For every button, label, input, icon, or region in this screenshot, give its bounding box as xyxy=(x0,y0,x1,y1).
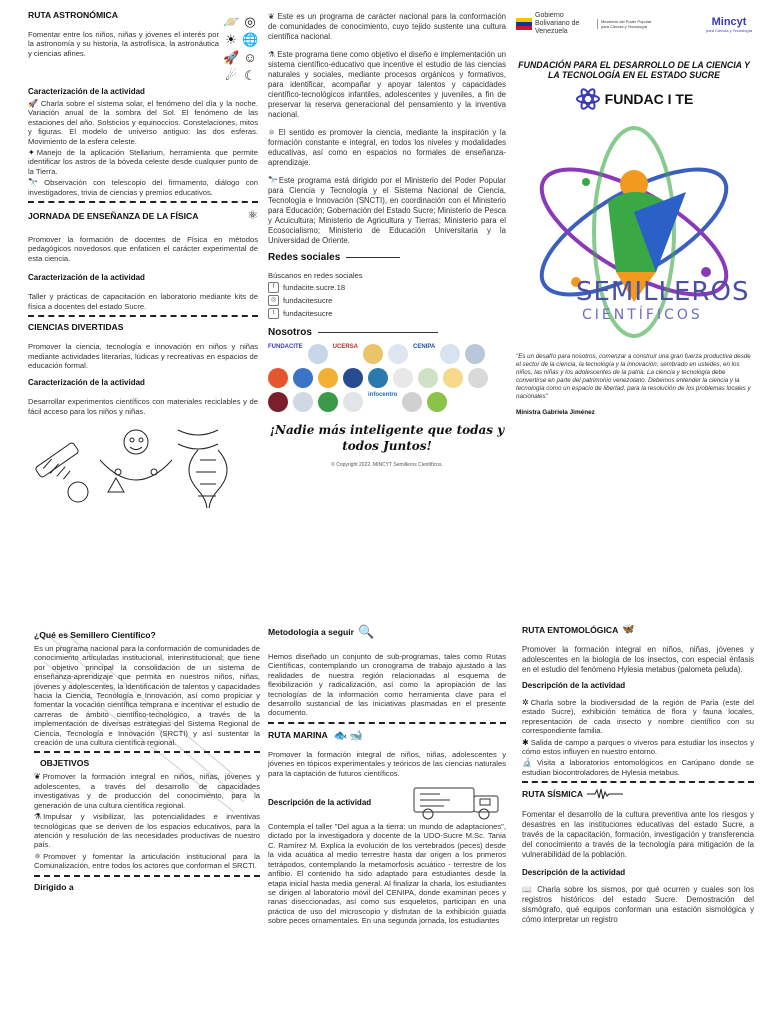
objetivos-title: OBJETIVOS xyxy=(40,758,90,769)
flask-icon: ⚗ xyxy=(34,812,42,822)
title-rule xyxy=(346,257,400,258)
ciencias-divertidas-section xyxy=(28,322,258,512)
caracterizacion-title: Caracterización de la actividad xyxy=(28,87,145,96)
sismica-text: Fomentar el desarrollo de la cultura preventiva ante los riesgos y desastres en las instituciones educativas del estado Sucre, a través de la capacitación, formación, investigación y transferencia del conocimiento a través de la tecnología para mitigación de la vulnerabilidad de la población. xyxy=(522,810,754,860)
metodologia-header xyxy=(268,624,506,640)
logo xyxy=(363,344,383,364)
inner-column-left xyxy=(34,512,260,1024)
section-text: Taller y prácticas de capacitación en laboratorio mediante kits de física a docentes del estado Sucre. xyxy=(28,292,258,311)
sun-icon: ☀ xyxy=(225,32,237,47)
section-intro: Promover la ciencia, tecnología e innovación en niños y niñas mediante actividades literarias, lúdicas y recreativas en espacios de educación formal. xyxy=(28,342,258,370)
section-divider xyxy=(28,201,258,203)
logo xyxy=(368,368,388,388)
jornada-fisica-section xyxy=(28,208,258,311)
intro-paragraph: ❦ Este es un programa de carácter nacional para la conformación de comunidades de conocimiento, cuyo tejido sustente una cultura científica nacional. xyxy=(268,12,506,41)
list-item: ⚗ Impulsar y visibilizar, las potencialidades e inventivas tecnológicas que se deriven de los espacios educativos, para la atención y resolución de las necesidades productivas de nuestro país. xyxy=(34,812,260,850)
descripcion-title: Descripción de la actividad xyxy=(268,798,372,808)
logo xyxy=(293,368,313,388)
entomologica-text: Promover la formación integral en niños, niñas, jóvenes y adolescentes en la biología de los insectos, con especial énfasis en el estudio del fenómeno Hylesia metabus (palometa peluda). xyxy=(522,645,754,674)
objective-paragraph: ⚗ Este programa tiene como objetivo el diseño e implementación un sistema científico-educativo que incentive el estudio de las ciencias naturales y sociales, mediante procesos orgánicos y formativos, para identificar, acompañar y apoyar talentos y capacidades científico-tecnológicos infantiles, adolescentes y juveniles, a fin de preservar la reserva generacional del pensamiento y la inventiva nacional. xyxy=(268,50,506,119)
leaf-icon: ❦ xyxy=(268,12,278,21)
logo xyxy=(388,344,408,364)
microscope-icon: 🔬 xyxy=(522,758,535,768)
metodologia-text: Hemos diseñado un conjunto de sub-programas, tales como Rutas Científicas, contemplando un cronograma de trabajo ajustado a las realidades de nuestra región relacionadas al esquema de flexibilización y radicalización, así como la apropiación de las tecnologías de la información como herramienta clave para el desarrollo sustancial de las iniciativas plasmadas en el presente documento. xyxy=(268,652,506,718)
section-divider xyxy=(268,722,506,724)
section-title: CIENCIAS DIVERTIDAS xyxy=(28,322,124,333)
logo xyxy=(402,392,422,412)
logo xyxy=(343,368,363,388)
logo xyxy=(465,344,485,364)
list-item: ⚛ Promover y fomentar la articulación institucional para la Comunalización, entre todos los actores que conforman el SRCTI. xyxy=(34,851,260,871)
ministra-name: Ministra Gabriela Jiménez xyxy=(516,409,595,416)
inner-column-right xyxy=(522,512,754,1024)
flask-icon: ⚗ xyxy=(268,50,278,59)
seismograph-icon xyxy=(587,788,623,800)
list-item: ✱ Salida de campo a parques o viveros para estudiar los insectos y cómo estos influyen en nuestro entorno. xyxy=(522,737,754,757)
logo-cenipa: CENIPA xyxy=(413,344,436,350)
venezuela-flag-icon xyxy=(516,18,532,30)
fundacion-title: FUNDACIÓN PARA EL DESARROLLO DE LA CIENCIA Y LA TECNOLOGÍA EN EL ESTADO SUCRE xyxy=(518,60,750,80)
twitter-icon: t xyxy=(268,308,279,319)
ruta-astronomica-section xyxy=(28,10,258,197)
whale-icon: 🐋 xyxy=(349,729,364,742)
logo xyxy=(268,368,288,388)
social-facebook[interactable]: f fundacite.sucre.18 xyxy=(268,282,506,293)
redes-title: Redes sociales xyxy=(268,252,341,263)
telescope-icon: 🔭 xyxy=(268,176,279,185)
gobierno-logo: Gobierno Bolivariano de Venezuela Ministerio del Poder Popular para Ciencia y Tecnología xyxy=(516,12,659,36)
atom-icon: ⚛ xyxy=(34,851,42,861)
nosotros-header xyxy=(268,327,506,338)
fish-icon: 🐟 xyxy=(333,729,348,742)
slogan: ¡Nadie más inteligente que todas y todos Juntos! xyxy=(269,423,505,453)
redes-intro: Búscanos en redes sociales xyxy=(268,271,363,280)
comet-icon: ☄ xyxy=(225,68,237,83)
logo xyxy=(318,392,338,412)
section-intro: Promover la formación de docentes de Física en métodos pedagógicos novedosos que enfaticen el carácter experimental de esta ciencia. xyxy=(28,235,258,263)
fundacite-atom-icon xyxy=(575,86,601,112)
social-twitter[interactable]: t fundacitesucre xyxy=(268,308,506,319)
molecule-icon: ⚛ xyxy=(247,208,258,223)
logo xyxy=(308,344,328,364)
marina-header xyxy=(268,729,506,742)
metodologia-title: Metodología a seguir xyxy=(268,627,354,637)
logo xyxy=(440,344,460,364)
section-divider xyxy=(28,315,258,317)
astronaut-icon: ☺ xyxy=(243,50,257,65)
instagram-icon: ◎ xyxy=(268,295,279,306)
star-icon: ✦ xyxy=(28,148,35,158)
caracterizacion-title: Caracterización de la actividad xyxy=(28,378,145,388)
social-instagram[interactable]: ◎ fundacitesucre xyxy=(268,295,506,306)
mincyt-logo: Mincyt para Ciencia y Tecnología xyxy=(706,15,752,33)
section-divider xyxy=(522,781,754,783)
watermark-lines xyxy=(34,622,260,822)
marina-title: RUTA MARINA xyxy=(268,730,328,741)
caracterizacion-title: Caracterización de la actividad xyxy=(28,273,145,283)
atom-icon: ⚛ xyxy=(268,128,279,137)
logo xyxy=(318,368,338,388)
logo-ucersa: UCERSA xyxy=(332,344,359,350)
magnifier-icon: 🔍 xyxy=(357,624,375,639)
logo-fundacite: FUNDACITE xyxy=(268,344,303,350)
rocket-icon: 🚀 xyxy=(223,50,240,65)
beetle-icon: ✱ xyxy=(522,737,529,747)
planet-icon: 🪐 xyxy=(223,14,240,29)
science-doodle-illustration xyxy=(28,420,254,508)
logo xyxy=(293,392,313,412)
list-item: 🔬 Visita a laboratorios entomológicos en Carúpano donde se estudian biocontroladores de Hylesia metabus. xyxy=(522,758,754,777)
outer-column-right xyxy=(516,0,752,512)
logo xyxy=(418,368,438,388)
list-item: ✲ Charla sobre la biodiversidad de la región de Paria (este del estado Sucre), exhibición temática de flora y fauna locales, representación de cada insecto y nombre científico con su correspondiente familia. xyxy=(522,698,754,736)
rocket-icon: 🚀 xyxy=(28,99,39,108)
mobile-lab-truck-illustration xyxy=(410,782,506,822)
leaf-icon: ❦ xyxy=(34,772,41,782)
butterfly-icon: 🦋 xyxy=(622,624,635,635)
header-logos xyxy=(516,12,752,36)
astronomy-icons xyxy=(223,14,258,83)
descripcion-title: Descripción de la actividad xyxy=(522,868,626,878)
list-item: ✦ Manejo de la aplicación Stellarium, herramienta que permite identificar los astros de la bóveda celeste desde cualquier punto de la Tierra. xyxy=(28,148,258,176)
marina-text: Promover la formación integral de niños, niñas, adolescentes y jóvenes en tópicos experimentales y teóricos de las ciencias naturales para la captación de futuros científicos. xyxy=(268,749,506,778)
list-item: 🚀 Charla sobre el sistema solar, el fenómeno del día y la noche. Variación anual de la sombra del Sol. El fenómeno de las estaciones del año. Solsticios y equinoccios. Constelaciones, mitos y figuras. El modelo de universo antiguo: las dos esferas. Movimiento de la esfera celeste. xyxy=(28,99,258,146)
outer-column-left xyxy=(28,0,258,512)
section-intro: Fomentar entre los niños, niñas y jóvenes el interés por la astronomía y su historia, la astrofísica, la astronáutica y ciencias afines. xyxy=(28,30,219,58)
entomologica-header xyxy=(522,624,754,635)
purpose-paragraph: ⚛ El sentido es promover la ciencia, mediante la inspiración y la formación constante e integral, en todos los niveles y modalidades educativas, así como en espacios no formales de enseñanza-aprendizaje. xyxy=(268,128,506,167)
sismica-title: RUTA SÍSMICA xyxy=(522,789,584,800)
title-rule xyxy=(318,332,438,333)
facebook-icon: f xyxy=(268,282,279,293)
semilleros-wordmark: SEMILLEROS CIENTÍFICOS xyxy=(576,277,750,323)
ring-planet-icon: ◎ xyxy=(244,14,256,29)
logo xyxy=(268,392,288,412)
list-item: 🔭 Observación con telescopio del firmamento, diálogo con investigadores, trivia de ciencias y premios educativos. xyxy=(28,178,258,197)
descripcion-header xyxy=(268,782,506,822)
outer-column-middle xyxy=(268,0,506,512)
inner-column-middle xyxy=(268,512,506,1024)
entomologica-title: RUTA ENTOMOLÓGICA xyxy=(522,624,619,635)
list-item: ❦ Promover la formación integral en niños, niñas, jóvenes y adolescentes, a través del desarrollo de capacidades investigativas y de producción del conocimiento, para la generación de una cultura científica regional. xyxy=(34,772,260,810)
logo xyxy=(443,368,463,388)
logo xyxy=(427,392,447,412)
nosotros-title: Nosotros xyxy=(268,327,312,338)
descripcion-title: Descripción de la actividad xyxy=(522,681,626,690)
moon-icon: ☾ xyxy=(244,68,256,83)
section-title: JORNADA DE ENSEÑANZA DE LA FÍSICA xyxy=(28,210,199,221)
logo xyxy=(393,368,413,388)
sismica-header xyxy=(522,788,754,800)
copyright: © Copyright 2022. MINCYT Semilleros Científicos. xyxy=(331,462,443,468)
dirigido-title: Dirigido a xyxy=(34,881,74,892)
telescope-icon: 🔭 xyxy=(28,178,43,188)
sismica-description: 📖 Charla sobre los sismos, por qué ocurren y cuales son los registros históricos del estado Sucre. Demostración del sismógrafo, qué equipos conforman una estación sismológica y cómo interpretar un registro xyxy=(522,885,754,925)
direction-paragraph: 🔭Este programa está dirigido por el Ministerio del Poder Popular para Ciencia y Tecnología y el Sistema Nacional de Ciencia, Tecnología e Innovación (SNCTI), en coordinación con el Ministerio para Educación; Gobernación del Estado Sucre; Ministerio de Pesca y Acuicultura; Ministerio de Agricultura y Tierras; Ministerio para el Ecosocialismo; Ministerio de Educación Universitaria y la Universidad de Oriente. xyxy=(268,176,506,245)
logo xyxy=(468,368,488,388)
section-text: Desarrollar experimentos científicos con materiales reciclables y de fácil acceso para los niños y niñas. xyxy=(28,397,258,416)
descripcion-text: Contempla el taller "Del agua a la tierra: un mundo de adaptaciones", dictado por la investigadora y docente de la UDO-Sucre M.Sc. Tania C. Ramírez M. Explica la evolución de los vertebrados (peces) desde la vida acuática al medio terrestre hasta dar origen a los primeros tetrápodos, contemplando la metamorfosis acuático - terrestre de los anfibio. El contenido ha sido adaptado para estudiantes desde la etapa inicial hasta media general. Al finalizar la charla, los estudiantes se dirigen al laboratorio móvil del CENIPA, donde examinan peces y ranas diseccionadas, así como sus esqueletos, participan en una práctica de uso del microscopio y disfrutan de la exhibición guiada sobre peces ornamentales. En una segunda jornada, los estudiantes xyxy=(268,822,506,926)
que-es-text: Es un programa nacional para la conformación de comunidades de conocimiento articuladas institucional, interinstitucional; que tiene por objetivo principal la consolidación de un sistema de enseñanza-aprendizaje que permita en nuestros niños, niñas, jóvenes y adolescentes, la identificación de talentos y capacidades hacia la Ciencia, Tecnología e Innovación, así como propiciar y fomentar la vocación científica temprana e incentivar el estudio de carreras de ámbito científico-tecnológico, a través de la implementación de diversas estrategias del Sistema Regional de Ciencia, Tecnología e Innovación (SRCTI) y así sustentar la creación de una cultura científica regional. xyxy=(34,644,260,748)
ministra-quote: "Es un desafío para nosotros, comenzar a construir una gran fuerza productiva desde el sector de la ciencia, la tecnología y la innovación, sembrado en ustedes, en los niños, las niñas y los adolescentes de la patria. La ciencia y tecnología debe convertirse en parte del patrimonio venezolano. Debemos entender la ciencia y la tecnología como un espacio de libertad, para la resolución de los problemas locales y nacionales" xyxy=(516,353,751,400)
section-title: RUTA ASTRONÓMICA xyxy=(28,10,118,20)
logo-infocentro: infocentro xyxy=(368,392,398,398)
book-icon: 📖 xyxy=(522,885,538,895)
globe-icon: 🌐 xyxy=(242,32,258,47)
brochure-inner-side xyxy=(0,512,768,1024)
que-es-title: ¿Qué es Semillero Científico? xyxy=(34,630,156,640)
bug-icon: ✲ xyxy=(522,698,529,707)
section-divider xyxy=(34,875,260,877)
logo xyxy=(343,392,363,412)
partner-logos xyxy=(268,344,506,412)
fundacite-logo: FUNDAC I TE xyxy=(516,86,752,112)
redes-header xyxy=(268,252,506,263)
